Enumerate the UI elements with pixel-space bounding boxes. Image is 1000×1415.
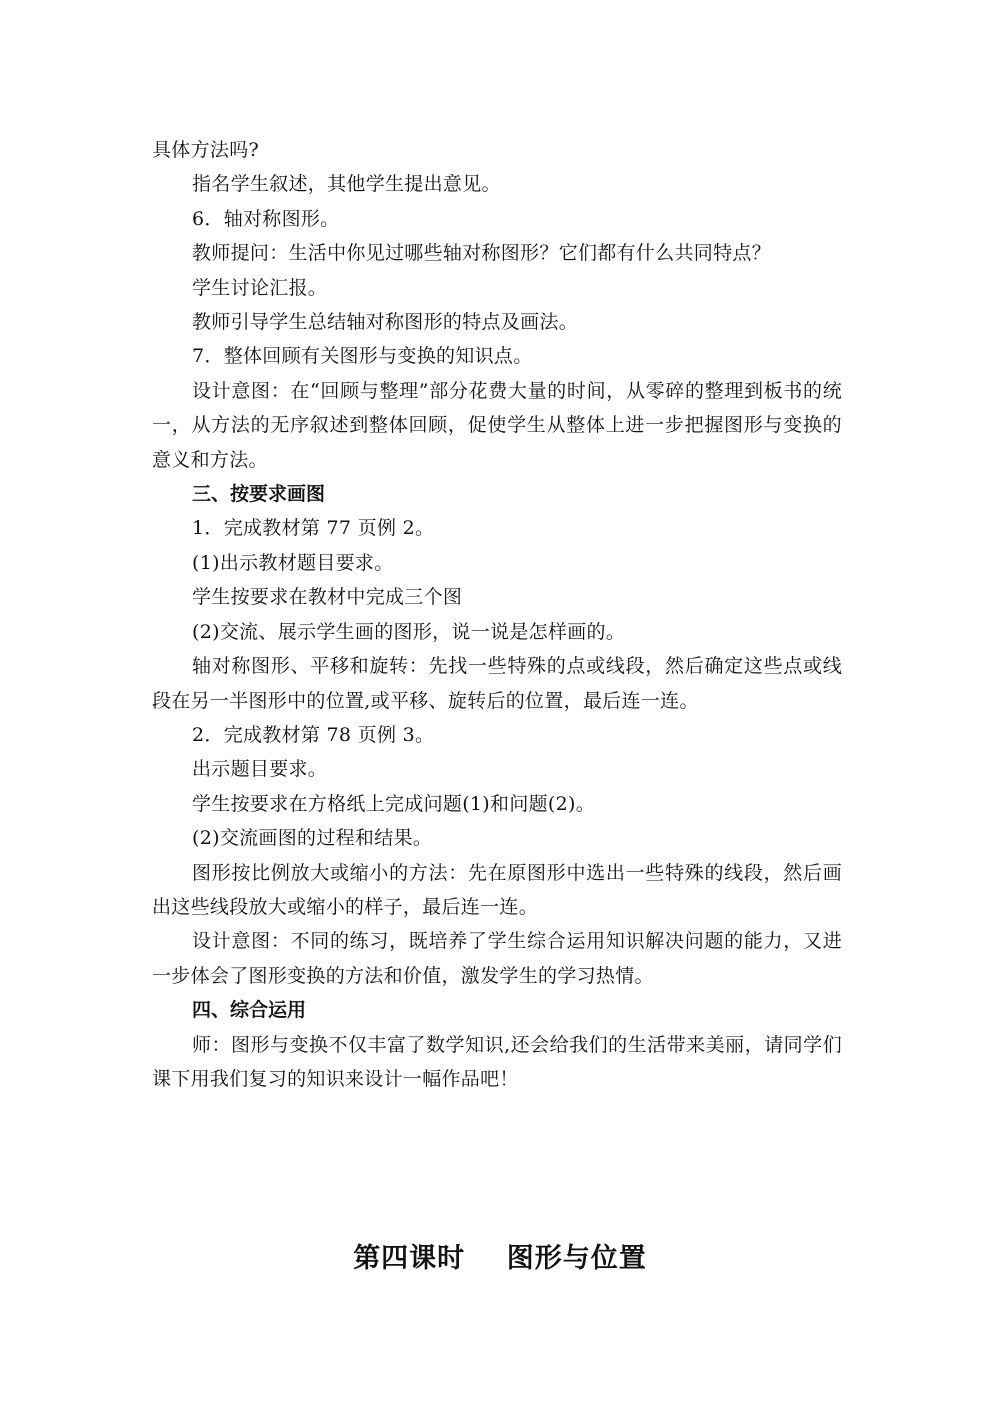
paragraph: 学生按要求在教材中完成三个图 <box>192 586 463 609</box>
lesson-title <box>0 1236 1000 1275</box>
paragraph: 指名学生叙述，其他学生提出意见。 <box>192 173 501 196</box>
list-item: 1．完成教材第 77 页例 2。 <box>192 517 435 540</box>
lesson-topic: 图形与位置 <box>506 1243 647 1274</box>
document-body <box>152 133 842 1096</box>
paragraph: 师：图形与变换不仅丰富了数学知识,还会给我们的生活带来美丽，请同学们课下用我们复习的知识来设计一幅作品吧！ <box>152 1033 842 1090</box>
paragraph: 轴对称图形、平移和旋转：先找一些特殊的点或线段，然后确定这些点或线段在另一半图形中的位置,或平移、旋转后的位置，最后连一连。 <box>152 655 842 712</box>
paragraph: 教师引导学生总结轴对称图形的特点及画法。 <box>192 311 579 334</box>
lesson-number: 第四课时 <box>353 1243 466 1274</box>
paragraph: 具体方法吗? <box>152 139 259 161</box>
list-item: 7．整体回顾有关图形与变换的知识点。 <box>192 345 533 368</box>
paragraph: (2)交流、展示学生画的图形，说一说是怎样画的。 <box>192 620 626 643</box>
paragraph: 学生讨论汇报。 <box>192 276 328 299</box>
paragraph: (1)出示教材题目要求。 <box>192 551 394 574</box>
paragraph: (2)交流画图的过程和结果。 <box>192 827 433 850</box>
design-intent-paragraph: 设计意图：不同的练习，既培养了学生综合运用知识解决问题的能力，又进一步体会了图形变换的方法和价值，激发学生的学习热情。 <box>152 930 842 987</box>
paragraph: 教师提问：生活中你见过哪些轴对称图形？它们都有什么共同特点？ <box>192 242 772 265</box>
list-item: 2．完成教材第 78 页例 3。 <box>192 723 435 746</box>
paragraph: 学生按要求在方格纸上完成问题(1)和问题(2)。 <box>192 792 596 815</box>
paragraph: 出示题目要求。 <box>192 758 328 781</box>
list-item: 6．轴对称图形。 <box>192 207 340 230</box>
design-intent-paragraph: 设计意图：在“回顾与整理”部分花费大量的时间，从零碎的整理到板书的统一，从方法的无序叙述到整体回顾，促使学生从整体上进一步把握图形与变换的意义和方法。 <box>152 379 842 471</box>
paragraph: 图形按比例放大或缩小的方法：先在原图形中选出一些特殊的线段，然后画出这些线段放大或缩小的样子，最后连一连。 <box>152 861 842 918</box>
section-heading: 三、按要求画图 <box>192 483 326 506</box>
section-heading: 四、综合运用 <box>192 999 307 1022</box>
